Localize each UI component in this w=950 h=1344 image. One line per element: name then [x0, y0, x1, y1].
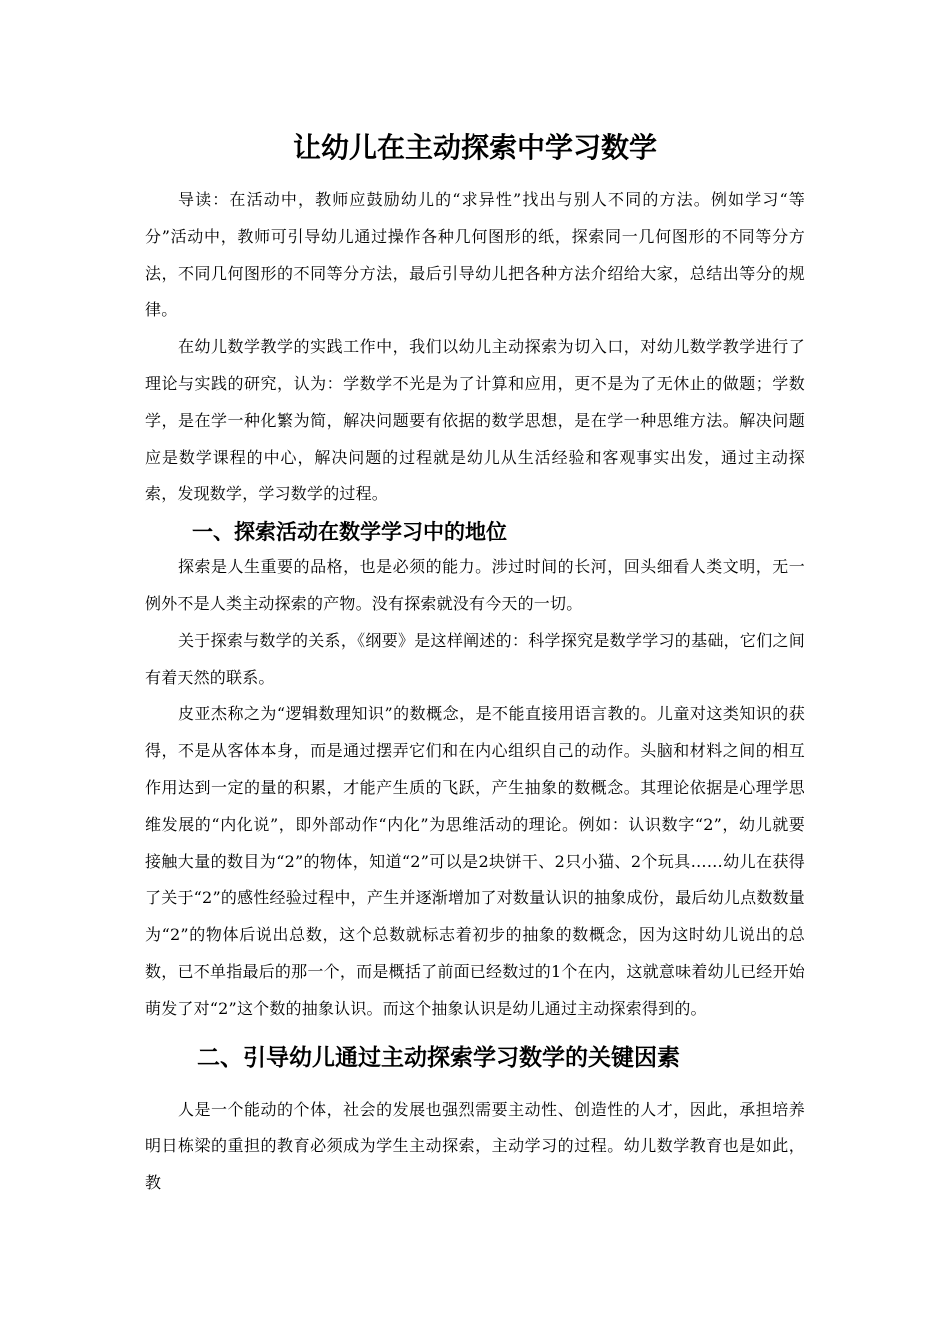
section-1-paragraph: 探索是人生重要的品格，也是必须的能力。涉过时间的长河，回头细看人类文明，无一例外不是人类主动探索的产物。没有探索就没有今天的一切。 [145, 557, 805, 613]
body-paragraph: 在幼儿数学教学的实践工作中，我们以幼儿主动探索为切入口，对幼儿数学教学进行了理论与实践的研究，认为：学数学不光是为了计算和应用，更不是为了无休止的做题；学数学，是在学一种化繁为简，解决问题要有依据的数学思想，是在学一种思维方法。解决问题应是数学课程的中心，解决问题的过程就是幼儿从生活经验和客观事实出发，通过主动探索，发现数学，学习数学的过程。 [145, 337, 805, 504]
section-1-heading: 一、探索活动在数学学习中的地位 [192, 520, 507, 545]
section-1-paragraph: 关于探索与数学的关系，《纲要》是这样阐述的：科学探究是数学学习的基础，它们之间有着天然的联系。 [145, 630, 805, 687]
document-title: 让幼儿在主动探索中学习数学 [292, 131, 657, 164]
section-2-heading: 二、引导幼儿通过主动探索学习数学的关键因素 [197, 1044, 680, 1071]
document-body [145, 182, 805, 1202]
section-1-paragraph: 皮亚杰称之为“逻辑数理知识”的数概念，是不能直接用语言教的。儿童对这类知识的获得，不是从客体本身，而是通过摆弄它们和在内心组织自己的动作。头脑和材料之间的相互作用达到一定的量的积累，才能产生质的飞跃，产生抽象的数概念。其理论依据是心理学思维发展的“内化说”，即外部动作“内化”为思维活动的理论。例如：认识数字“2”，幼儿就要接触大量的数目为“2”的物体，知道“2”可以是2块饼干、2只小猫、2个玩具……幼儿在获得了关于“2”的感性经验过程中，产生并逐渐增加了对数量认识的抽象成份，最后幼儿点数数量为“2”的物体后说出总数，这个总数就标志着初步的抽象的数概念，因为这时幼儿说出的总数，已不单指最后的那一个，而是概括了前面已经数过的1个在内，这就意味着幼儿已经开始萌发了对“2”这个数的抽象认识。而这个抽象认识是幼儿通过主动探索得到的。 [145, 704, 805, 1018]
section-2-paragraph: 人是一个能动的个体，社会的发展也强烈需要主动性、创造性的人才，因此，承担培养明日栋梁的重担的教育必须成为学生主动探索，主动学习的过程。幼儿数学教育也是如此，教 [145, 1099, 805, 1193]
intro-paragraph: 导读：在活动中，教师应鼓励幼儿的“求异性”找出与别人不同的方法。例如学习“等分”活动中，教师可引导幼儿通过操作各种几何图形的纸，探索同一几何图形的不同等分方法，不同几何图形的不同等分方法，最后引导幼儿把各种方法介绍给大家，总结出等分的规律。 [145, 190, 805, 320]
